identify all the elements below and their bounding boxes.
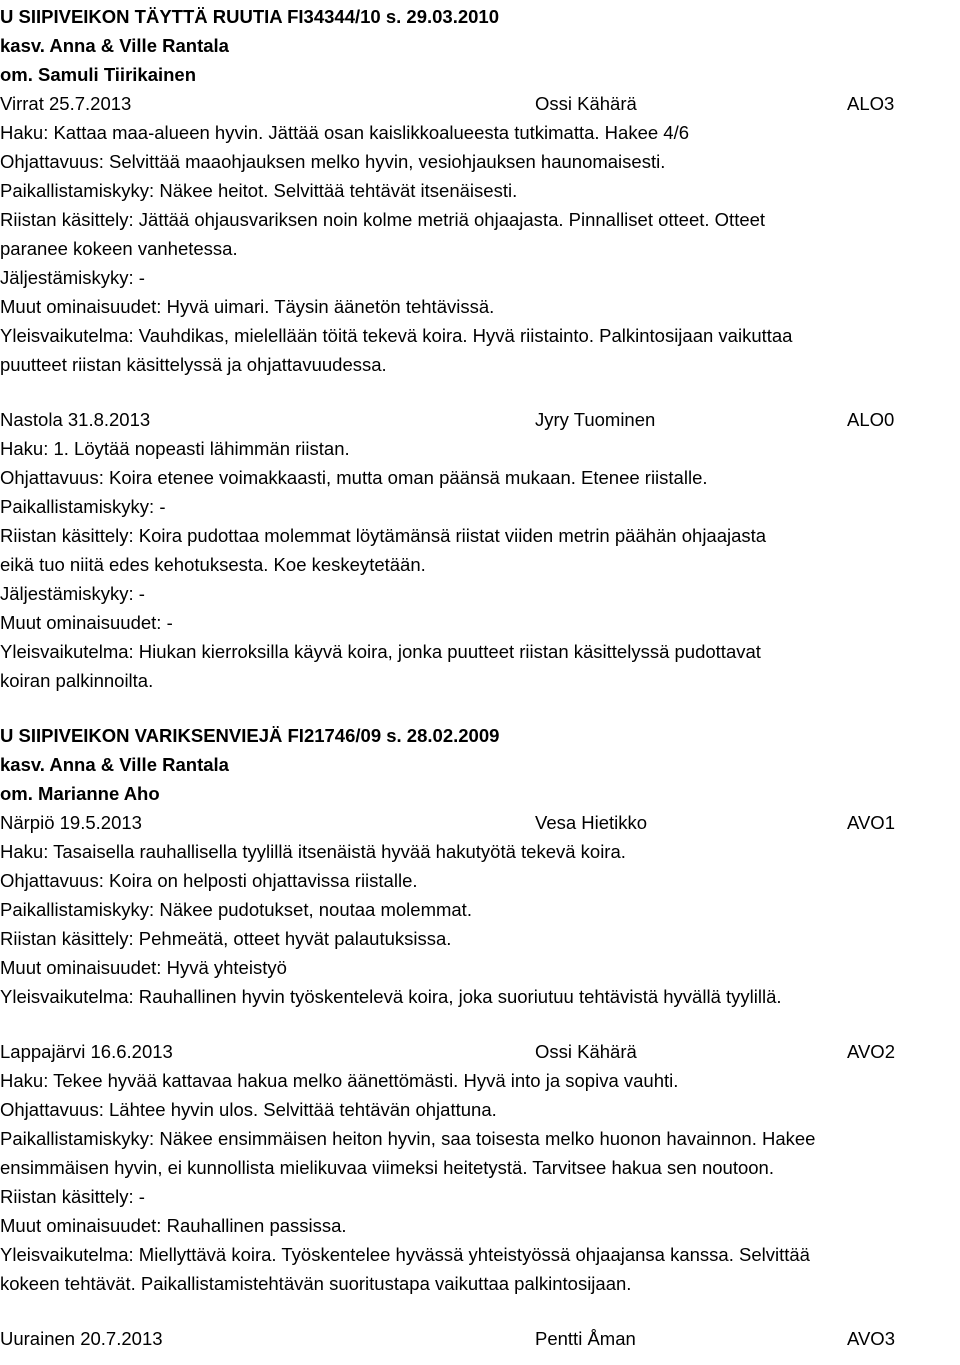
trial-judge: Jyry Tuominen: [535, 409, 656, 430]
critique-line: Yleisvaikutelma: Rauhallinen hyvin työskentelevä koira, joka suoriutuu tehtävistä hyvällä tyylillä.: [0, 986, 782, 1007]
spacer: [0, 379, 960, 405]
trial-judge: Pentti Åman: [535, 1328, 636, 1349]
critique-line: Muut ominaisuudet: Rauhallinen passissa.: [0, 1215, 347, 1236]
breeder: kasv. Anna & Ville Rantala: [0, 754, 229, 775]
dog-section-2: [0, 721, 960, 1353]
trial-place-date: Närpiö 19.5.2013: [0, 812, 142, 833]
trial-judge: Ossi Kähärä: [535, 1041, 637, 1062]
critique-line: Ohjattavuus: Koira on helposti ohjattavissa riistalle.: [0, 870, 418, 891]
trial-header: [0, 405, 960, 434]
trial-1: [0, 808, 960, 1011]
critique-line: Yleisvaikutelma: Vauhdikas, mielellään töitä tekevä koira. Hyvä riistainto. Palkintosijaan vaikuttaa: [0, 325, 793, 346]
critique-line: Ohjattavuus: Selvittää maaohjauksen melko hyvin, vesiohjauksen haunomaisesti.: [0, 151, 666, 172]
breeder: kasv. Anna & Ville Rantala: [0, 35, 229, 56]
dog-title: U SIIPIVEIKON TÄYTTÄ RUUTIA FI34344/10 s. 29.03.2010: [0, 6, 500, 27]
trial-judge: Vesa Hietikko: [535, 812, 648, 833]
critique-line: Riistan käsittely: Koira pudottaa molemmat löytämänsä riistat viiden metrin päähän ohjaajasta: [0, 525, 767, 546]
owner: om. Samuli Tiirikainen: [0, 64, 197, 85]
critique-line: Muut ominaisuudet: -: [0, 612, 173, 633]
critique-line: Paikallistamiskyky: -: [0, 496, 166, 517]
critique-line: Riistan käsittely: Jättää ohjausvariksen noin kolme metriä ohjaajasta. Pinnalliset otteet. Otteet: [0, 209, 766, 230]
trial-header: [0, 1037, 960, 1066]
trial-header: [0, 1324, 960, 1353]
critique-line: koiran palkinnoilta.: [0, 670, 154, 691]
critique-line: puutteet riistan käsittelyssä ja ohjattavuudessa.: [0, 354, 387, 375]
trial-2: [0, 405, 960, 695]
spacer: [0, 1011, 960, 1037]
critique-line: Paikallistamiskyky: Näkee pudotukset, noutaa molemmat.: [0, 899, 472, 920]
trial-1: [0, 89, 960, 379]
critique-line: Muut ominaisuudet: Hyvä yhteistyö: [0, 957, 287, 978]
critique-line: eikä tuo niitä edes kehotuksesta. Koe keskeytetään.: [0, 554, 426, 575]
trial-3: [0, 1324, 960, 1353]
trial-header: [0, 89, 960, 118]
trial-grade: ALO0: [847, 409, 895, 430]
critique-line: Jäljestämiskyky: -: [0, 583, 145, 604]
critique-line: Riistan käsittely: Pehmeätä, otteet hyvät palautuksissa.: [0, 928, 452, 949]
critique-line: Ohjattavuus: Lähtee hyvin ulos. Selvittää tehtävän ohjattuna.: [0, 1099, 497, 1120]
critique-line: Yleisvaikutelma: Miellyttävä koira. Työskentelee hyvässä yhteistyössä ohjaajansa kanssa. Selvittää: [0, 1244, 810, 1265]
spacer: [0, 1298, 960, 1324]
critique-line: Muut ominaisuudet: Hyvä uimari. Täysin äänetön tehtävissä.: [0, 296, 495, 317]
critique-line: Paikallistamiskyky: Näkee ensimmäisen heiton hyvin, saa toisesta melko huonon havainnon. Hakee: [0, 1128, 816, 1149]
trial-grade: AVO3: [847, 1328, 895, 1349]
trial-grade: AVO2: [847, 1041, 895, 1062]
critique-line: Paikallistamiskyky: Näkee heitot. Selvittää tehtävät itsenäisesti.: [0, 180, 518, 201]
spacer: [0, 695, 960, 721]
trial-place-date: Uurainen 20.7.2013: [0, 1328, 163, 1349]
critique-line: Jäljestämiskyky: -: [0, 267, 145, 288]
trial-place-date: Virrat 25.7.2013: [0, 93, 132, 114]
critique-line: Riistan käsittely: -: [0, 1186, 145, 1207]
critique-line: ensimmäisen hyvin, ei kunnollista mielikuvaa viimeksi heitetystä. Tarvitsee hakua sen noutoon.: [0, 1157, 774, 1178]
trial-place-date: Lappajärvi 16.6.2013: [0, 1041, 173, 1062]
trial-grade: ALO3: [847, 93, 895, 114]
trial-judge: Ossi Kähärä: [535, 93, 637, 114]
document-page: [0, 2, 960, 1353]
critique-line: Haku: Kattaa maa-alueen hyvin. Jättää osan kaislikkoalueesta tutkimatta. Hakee 4/6: [0, 122, 689, 143]
critique-line: Ohjattavuus: Koira etenee voimakkaasti, mutta oman päänsä mukaan. Etenee riistalle.: [0, 467, 708, 488]
critique-line: kokeen tehtävät. Paikallistamistehtävän suoritustapa vaikuttaa palkintosijaan.: [0, 1273, 632, 1294]
dog-title: U SIIPIVEIKON VARIKSENVIEJÄ FI21746/09 s. 28.02.2009: [0, 725, 500, 746]
critique-line: Haku: 1. Löytää nopeasti lähimmän riistan.: [0, 438, 350, 459]
trial-grade: AVO1: [847, 812, 895, 833]
critique-line: Haku: Tekee hyvää kattavaa hakua melko äänettömästi. Hyvä into ja sopiva vauhti.: [0, 1070, 679, 1091]
critique-line: Haku: Tasaisella rauhallisella tyylillä itsenäistä hyvää hakutyötä tekevä koira.: [0, 841, 626, 862]
dog-section-1: [0, 2, 960, 695]
critique-line: Yleisvaikutelma: Hiukan kierroksilla käyvä koira, jonka puutteet riistan käsittelyssä pudottavat: [0, 641, 761, 662]
trial-header: [0, 808, 960, 837]
critique-line: paranee kokeen vanhetessa.: [0, 238, 238, 259]
owner: om. Marianne Aho: [0, 783, 160, 804]
trial-place-date: Nastola 31.8.2013: [0, 409, 151, 430]
trial-2: [0, 1037, 960, 1298]
